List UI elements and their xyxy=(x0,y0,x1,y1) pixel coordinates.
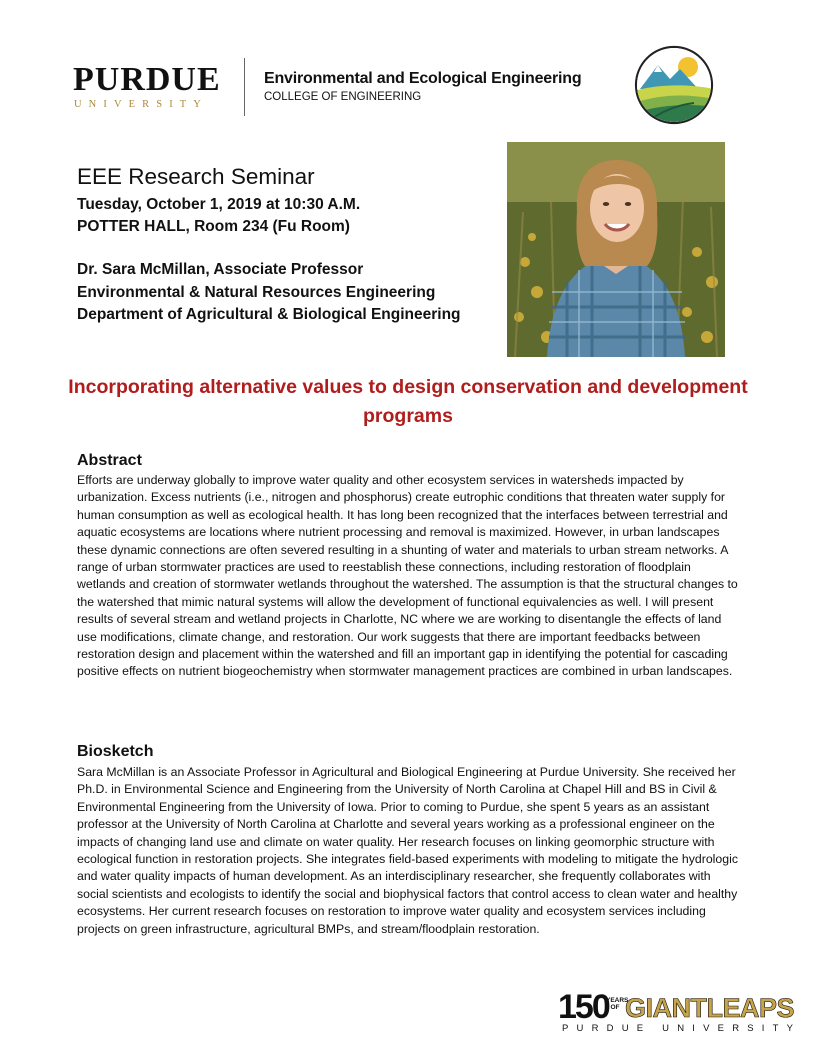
footer-of-label: OF xyxy=(610,1004,620,1011)
header-divider xyxy=(244,58,245,116)
footer-purdue-university: PURDUE UNIVERSITY xyxy=(562,1023,802,1034)
footer-150-number: 150 xyxy=(558,988,609,1026)
college-name: COLLEGE OF ENGINEERING xyxy=(264,91,422,103)
talk-title: Incorporating alternative values to design conservation and development programs xyxy=(68,376,748,427)
abstract-heading: Abstract xyxy=(77,452,142,469)
landscape-circle-logo-icon xyxy=(634,45,714,125)
speaker-affiliation-2: Department of Agricultural & Biological Engineering xyxy=(77,306,461,323)
biosketch-body: Sara McMillan is an Associate Professor in Agricultural and Biological Engineering at Purdue University. She received her Ph.D. in Environmental Science and Engineering from the University of North Carolina at Chapel Hill and BS in Civil & Environmental Engineering from the University of Iowa. Prior to coming to Purdue, she spent 5 years as an assistant professor at the University of North Carolina at Charlotte and several years working as a professional engineer on the impacts of changing land use and climate on water quality. Her research focuses on linking geomorphic structure with ecological function in restoration projects. She integrates field-based experiments with modeling to mitigate the hydrologic and water quality impacts of human development. As an interdisciplinary researcher, she frequently collaborates with social scientists and ecologists to identify the social and biophysical factors that control access to clean water and healthy ecosystems. Her current research focuses on restoration to improve water quality and ecosystem services including projects on green infrastructure, agricultural BMPs, and stream/floodplain restoration. xyxy=(77,765,738,936)
abstract-body: Efforts are underway globally to improve water quality and other ecosystem services in watersheds impacted by urbanization. Excess nutrients (i.e., nitrogen and phosphorus) create eutrophic conditions that threaten water supply for human consumption as well as ecological health. It has long been recognized that the interfaces between terrestrial and aquatic ecosystems are locations where nutrient processing and removal is maximized. However, in urban landscapes these dynamic connections are often severed resulting in a shunting of water and materials to urban stream networks. A range of urban stormwater practices are used to reestablish these connections, including restoration of floodplain wetlands and creation of stormwater wetlands throughout the watershed. The assumption is that the structural changes to the watershed that mimic natural systems will allow the development of functional equivalencies as well. I will present results of several stream and wetland projects in Charlotte, NC where we are working to disentangle the effects of land use modifications, climate change, and restoration. Our work suggests that there are important feedbacks between restoration design and placement within the watershed and fill an important gap in identifying the potential for cascading positive effects on nutrient biogeochemistry when stormwater management practices are combined in urban landscapes. xyxy=(77,473,738,679)
event-datetime: Tuesday, October 1, 2019 at 10:30 A.M. xyxy=(77,196,361,213)
footer-years-label: YEARS xyxy=(606,997,629,1004)
purdue-wordmark: PURDUE xyxy=(73,61,221,98)
department-name: Environmental and Ecological Engineering xyxy=(264,70,582,87)
footer-years-of xyxy=(606,997,629,1011)
event-location: POTTER HALL, Room 234 (Fu Room) xyxy=(77,218,350,235)
speaker-photo xyxy=(507,142,725,357)
speaker-name: Dr. Sara McMillan, Associate Professor xyxy=(77,261,364,278)
footer-giant-leaps: GIANTLEAPS xyxy=(625,993,795,1023)
speaker-affiliation-1: Environmental & Natural Resources Engineering xyxy=(77,284,436,301)
seminar-title: EEE Research Seminar xyxy=(77,164,315,189)
biosketch-heading: Biosketch xyxy=(77,743,154,760)
purdue-university-subtitle: UNIVERSITY xyxy=(74,99,208,110)
